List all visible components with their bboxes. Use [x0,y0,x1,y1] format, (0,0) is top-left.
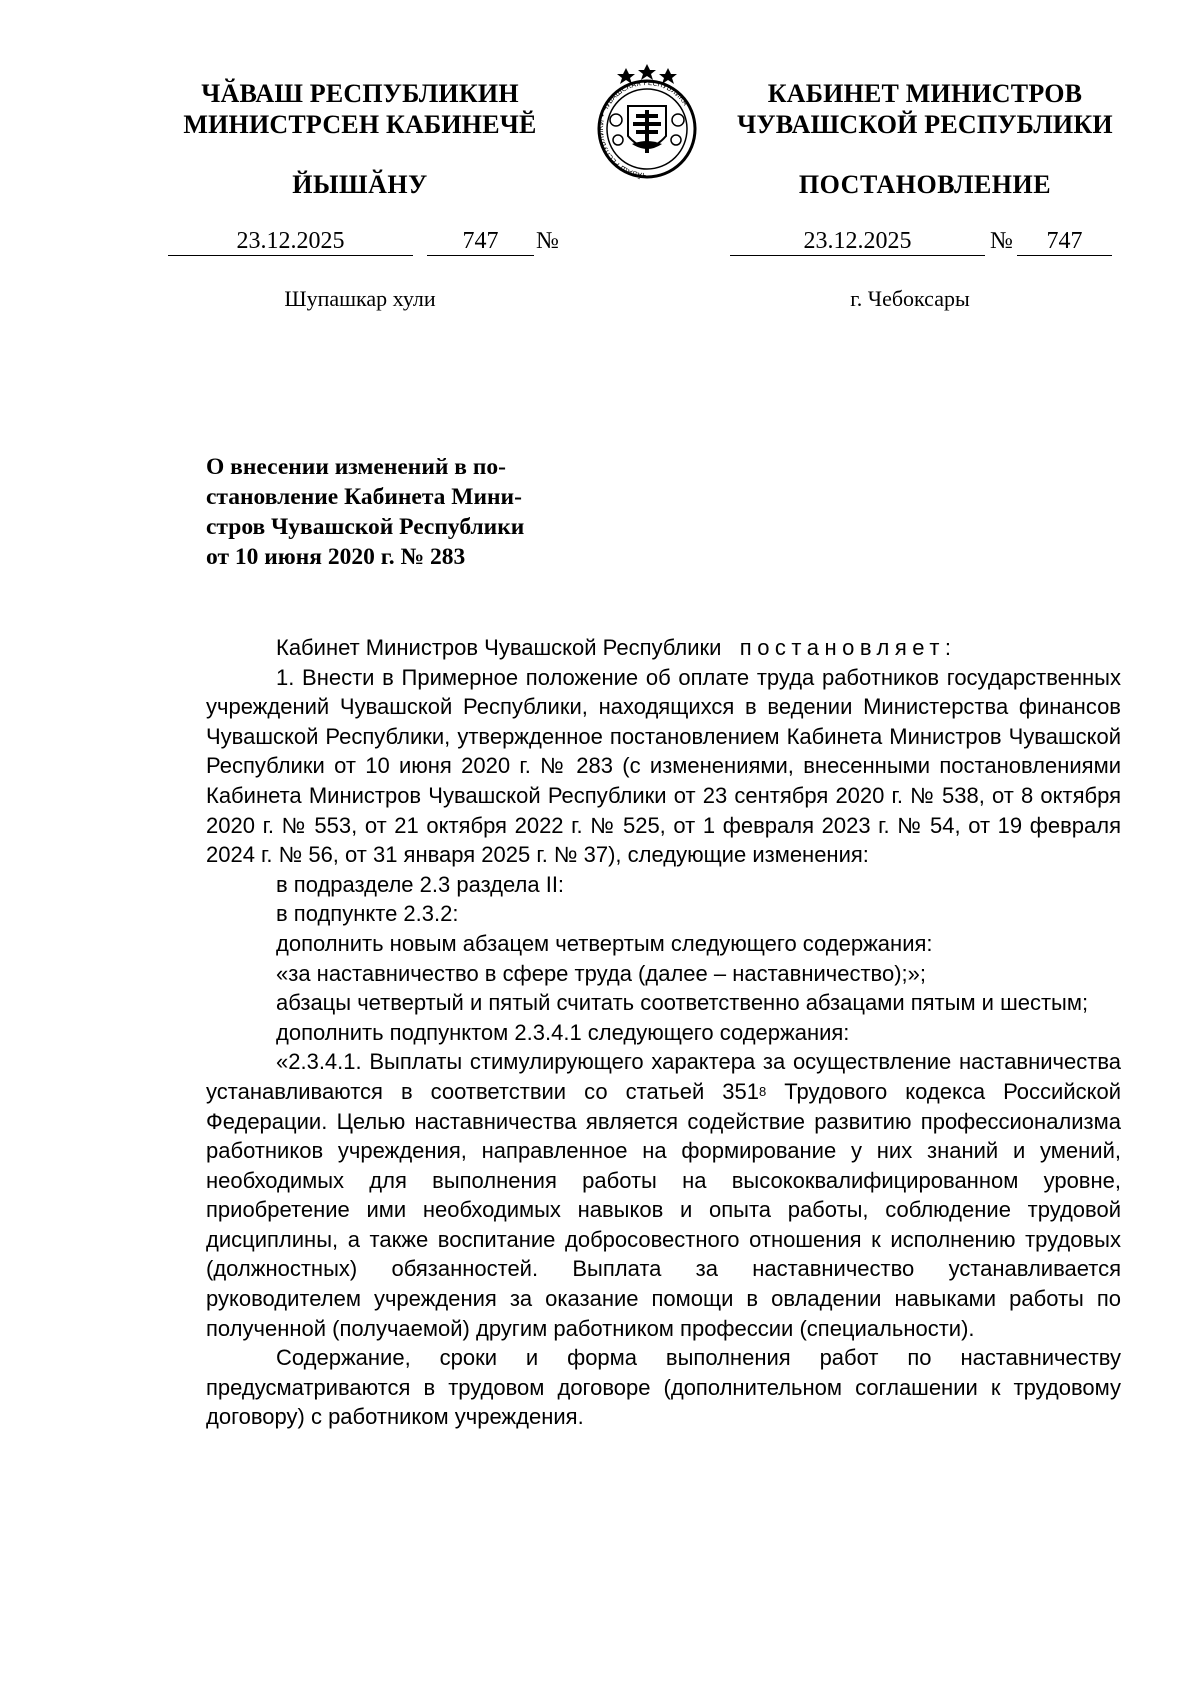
article-superscript: 8 [759,1083,767,1099]
svg-text:ЧĂВАШ РЕСПУБЛИКИ • ЧУВАШСКАЯ Р: ЧĂВАШ РЕСПУБЛИКИ • ЧУВАШСКАЯ РЕСПУБЛИКА [597,78,690,180]
header-left [160,78,560,200]
org-name-chuvash-line2: МИНИСТРСЕН КАБИНЕЧӖ [183,110,537,139]
document-subject [206,452,574,572]
doc-type-russian: ПОСТАНОВЛЕНИЕ [798,170,1052,199]
paragraph: дополнить новым абзацем четвертым следующего содержания: [276,930,933,956]
city-russian: г. Чебоксары [850,286,970,311]
number-label-left: № [536,228,559,254]
date-right: 23.12.2025 [730,228,985,256]
number-left: 747 [427,228,534,256]
subject-line: становление Кабинета Мини- [206,484,522,510]
paragraph-end: Трудового кодекса Российской Федерации. Целью наставничества является содействие развитию профессионализма работников учреждения, направленное на формирование у них знаний и умений, необходимых для выполнения работы на высококвалифицированном уровне, приобретение ими необходимых навыков и опыта работы, соблюдение трудовой дисциплины, а также воспитание добросовестного отношения к исполнению трудовых (должностных) обязанностей. Выплата за наставничество устанавливается руководителем учреждения за оказание помощи в овладении навыками работы по полученной (получаемой) другим работником профессии (специальности). [206,1078,1122,1341]
document-body [206,633,1121,1432]
intro-verb: постановляет: [739,635,957,660]
paragraph: Содержание, сроки и форма выполнения работ по наставничеству предусматриваются в трудовом договоре (дополнительном соглашении к трудовому договору) с работником учреждения. [206,1345,1121,1430]
intro-issuer: Кабинет Министров Чувашской Республики [276,635,722,660]
paragraph: в подпункте 2.3.2: [276,901,459,927]
date-left: 23.12.2025 [168,228,413,256]
paragraph-2341 [206,1047,1121,1343]
paragraph: дополнить подпунктом 2.3.4.1 следующего содержания: [276,1019,850,1045]
doc-type-chuvash: ЙЫШӐНУ [292,170,428,199]
intro-paragraph [206,633,1121,663]
subject-line: от 10 июня 2020 г. № 283 [206,544,466,570]
chuvash-republic-emblem-icon [576,58,718,180]
number-label-right: № [990,228,1013,254]
city-chuvash: Шупашкар хули [284,286,436,311]
paragraph: 1. Внести в Примерное положение об оплате труда работников государственных учреждений Чувашской Республики, находящихся в ведении Министерства финансов Чувашской Республики, утвержденное постановлением Кабинета Министров Чувашской Республики от 10 июня 2020 г. № 283 (с изменениями, внесенными постановлениями Кабинета Министров Чувашской Республики от 23 сентября 2020 г. № 538, от 8 октября 2020 г. № 553, от 21 октября 2022 г. № 525, от 1 февраля 2023 г. № 54, от 19 февраля 2024 г. № 56, от 31 января 2025 г. № 37), следующие изменения: [206,664,1121,868]
number-right: 747 [1017,228,1112,256]
org-name-russian-line1: КАБИНЕТ МИНИСТРОВ [767,79,1083,108]
subject-line: О внесении изменений в по- [206,454,506,480]
org-name-russian-line2: ЧУВАШСКОЙ РЕСПУБЛИКИ [737,110,1113,139]
header-right [715,78,1135,200]
paragraph-start: «2.3.4.1. Выплаты стимулирующего характера за осуществление наставничества устанавливаются в соответствии со статьей 351 [206,1049,1121,1104]
org-name-chuvash-line1: ЧӐВАШ РЕСПУБЛИКИН [201,79,519,108]
paragraph: в подразделе 2.3 раздела II: [276,871,565,897]
subject-line: стров Чувашской Республики [206,514,525,540]
paragraph: абзацы четвертый и пятый считать соответственно абзацами пятым и шестым; [276,990,1089,1016]
paragraph: «за наставничество в сфере труда (далее – наставничество);»; [276,960,927,986]
